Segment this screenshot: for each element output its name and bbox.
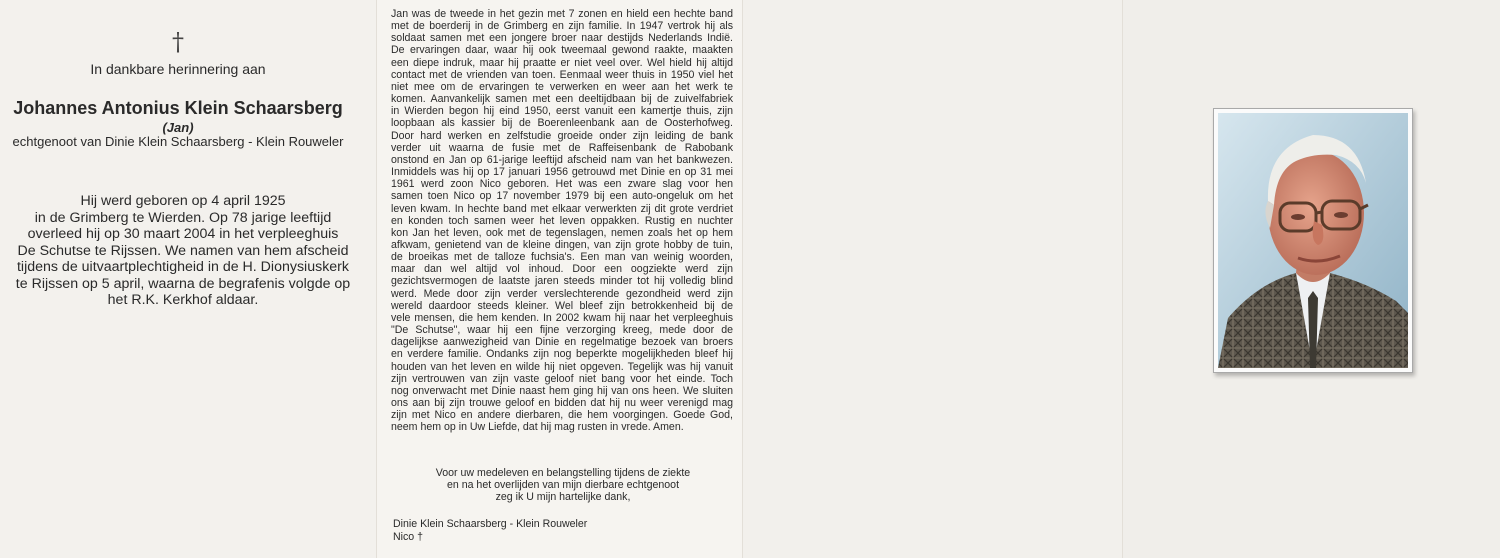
blank-panel bbox=[742, 0, 1122, 558]
story-line: en verdere familie. Ondanks zijn nog beperkte mogelijkheden bleef hij bbox=[391, 348, 733, 361]
story-line: Door hard werken en zelfstudie groeide onder zijn leiding de bank bbox=[391, 129, 733, 142]
left-panel bbox=[0, 0, 376, 558]
story-line: en konden toch samen weer het leven oppakken. Rustig en nuchter bbox=[391, 214, 733, 227]
cross-icon: † bbox=[172, 28, 184, 56]
story-line: Inmiddels was hij op 17 januari 1956 getrouwd met Dinie en op 31 mei bbox=[391, 166, 733, 179]
story-line: een diepe indruk, maar hij praatte er niet veel over. Wel hield hij altijd bbox=[391, 56, 733, 69]
bio-line: overleed hij op 30 maart 2004 in het verpleeghuis bbox=[27, 226, 339, 242]
story-line: maar dan wel altijd vol inhoud. Door een oogziekte werd zijn bbox=[391, 263, 733, 276]
story-line: loopbaan als kassier bij de Boerenleenbank aan de Oosterhofweg. bbox=[391, 117, 733, 130]
story-line: onstond en Jan op 61-jarige leeftijd afscheid nam van het bankwezen. bbox=[391, 153, 733, 166]
fold-line bbox=[376, 0, 377, 558]
story-line: vele mensen, die hem kenden. In 2002 kwam hij naar het verpleeghuis bbox=[391, 311, 733, 324]
story-line: zijn met Nico en andere dierbaren, die hem voorgingen. Goede God, bbox=[391, 409, 733, 422]
signature-line: Nico † bbox=[393, 530, 424, 543]
story-line: "De Schutse", waar hij een fijne verzorging kreeg, mede door de bbox=[391, 324, 733, 337]
story-line: soldaat samen met een jongere broer naar destijds Nederlands Indië. bbox=[391, 32, 733, 45]
bio-line: tijdens de uitvaartplechtigheid in de H. Dionysiuskerk bbox=[16, 259, 349, 275]
thanks-message bbox=[391, 467, 735, 504]
story-line: gezichtsvermogen de laatste jaren steeds minder tot hij volledig blind bbox=[391, 275, 733, 288]
story-line: De ervaringen daar, waar hij ook tweemaal gewond raakte, maakten bbox=[391, 44, 733, 57]
story-line: samen toen Nico op 17 november 1979 bij een auto-ongeluk om het bbox=[391, 190, 733, 203]
thanks-line: Voor uw medeleven en belangstelling tijdens de ziekte bbox=[435, 467, 691, 479]
bio-line: De Schutse te Rijssen. We namen van hem afscheid bbox=[17, 242, 349, 259]
life-story bbox=[391, 8, 733, 433]
bio-line: het R.K. Kerkhof aldaar. bbox=[107, 292, 259, 308]
story-line: niet mee om de ervaringen te verwerken en weer aan het werk te bbox=[391, 80, 733, 93]
signature-line: Dinie Klein Schaarsberg - Klein Rouweler bbox=[393, 518, 588, 530]
story-line: contact met de vrienden van toen. Eenmaal weer thuis in 1950 viel het bbox=[391, 68, 733, 81]
story-line: kon Jan het leven, ook met de tegenslagen, nemen zoals het op hem bbox=[391, 226, 733, 239]
bio-line: Hij werd geboren op 4 april 1925 bbox=[80, 193, 286, 209]
story-line: wereld daardoor steeds kleiner. Wel bleef zijn betrokkenheid bij de bbox=[391, 299, 733, 312]
deceased-name: Johannes Antonius Klein Schaarsberg bbox=[13, 98, 343, 118]
story-line: ons aan bij zijn trouwe geloof en bidden dat hij nu weer verenigd mag bbox=[391, 397, 733, 409]
spouse-line: echtgenoot van Dinie Klein Schaarsberg - Klein Rouweler bbox=[12, 134, 344, 149]
story-line: leven kwam. In hechte band met elkaar verwerkten zij dit grote verdriet bbox=[391, 202, 733, 215]
story-line: 1961 werd zoon Nico geboren. Het was een zware slag voor hen bbox=[391, 178, 733, 191]
thanks-line: en na het overlijden van mijn dierbare echtgenoot bbox=[446, 479, 680, 492]
story-line: Jan was de tweede in het gezin met 7 zonen en hield een hechte band bbox=[391, 8, 733, 20]
nickname: (Jan) bbox=[162, 120, 194, 135]
portrait-photo bbox=[1213, 108, 1413, 373]
story-line: de broeikas met de talloze fuchsia's. Een man van weinig woorden, bbox=[391, 251, 733, 264]
biography bbox=[10, 193, 356, 309]
story-line: dagelijkse aanwezigheid van Dinie en regelmatige bezoek van broers bbox=[391, 336, 733, 349]
portrait-image bbox=[1218, 113, 1408, 368]
story-line: neem hem op in Uw Liefde, dat hij mag rusten in vrede. Amen. bbox=[391, 421, 684, 434]
story-line: met de boerderij in de Grimberg en zijn familie. In 1947 vertrok hij als bbox=[391, 20, 733, 33]
signature bbox=[393, 518, 587, 543]
story-line: werd. Mede door zijn verder verslechterende gezondheid werd zijn bbox=[391, 287, 733, 300]
intro-text: In dankbare herinnering aan bbox=[90, 61, 266, 77]
fold-line bbox=[1122, 0, 1123, 558]
thanks-line: zeg ik U mijn hartelijke dank, bbox=[495, 491, 631, 504]
story-line: komen. Aanvankelijk samen met een deeltijdbaan bij de zuivelfabriek bbox=[391, 93, 733, 106]
story-line: zijn vertrouwen van zijn vaste geloof niet bang voor het einde. Toch bbox=[391, 372, 733, 385]
bio-line: in de Grimberg te Wierden. Op 78 jarige leeftijd bbox=[34, 209, 332, 226]
story-line: in Wierden begon hij eind 1950, eerst vanuit een kamertje thuis, zijn bbox=[391, 105, 733, 118]
story-line: nog onverwacht met Dinie naast hem ging hij van ons heen. We sluiten bbox=[391, 384, 733, 397]
fold-line bbox=[742, 0, 743, 558]
story-line: houden van het leven en wilde hij niet opgeven. Tegelijk was hij vanuit bbox=[391, 360, 733, 373]
story-line: afkwam, genietend van de kleine dingen, van zijn grote hobby de tuin, bbox=[391, 238, 733, 251]
bio-line: te Rijssen op 5 april, waarna de begrafenis volgde op bbox=[15, 275, 351, 292]
story-line: verder uit waarna de fusie met de Raffeisenbank de Rabobank bbox=[391, 141, 733, 154]
